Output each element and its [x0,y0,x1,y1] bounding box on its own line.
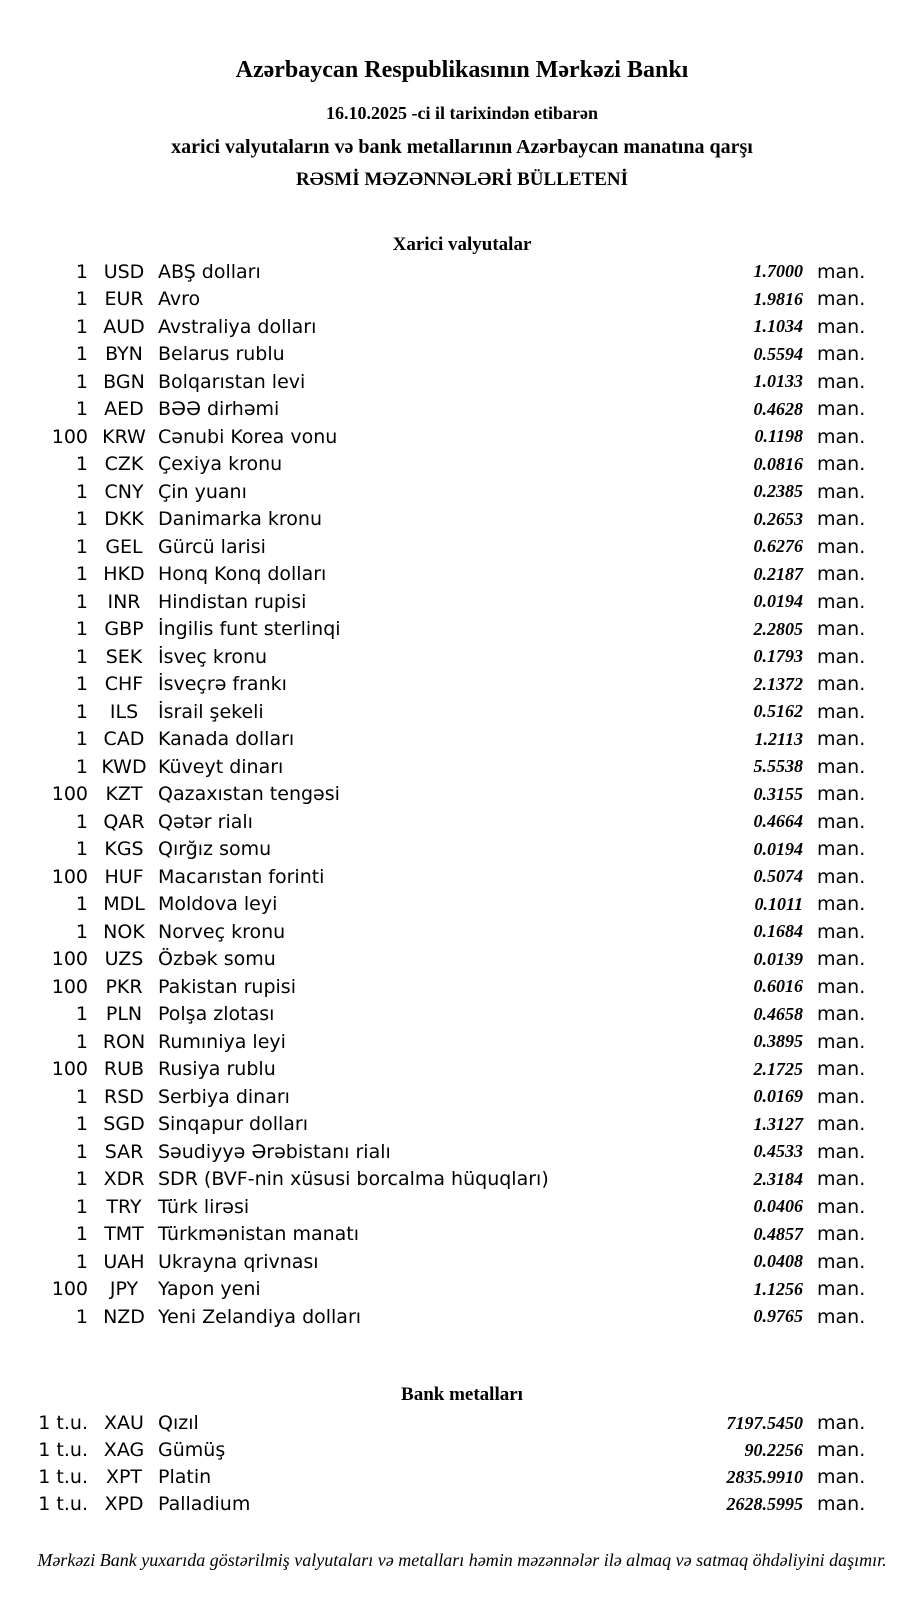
currency-unit-label: man. [817,453,866,476]
currency-unit-label: man. [817,948,866,971]
currency-unit-label: man. [817,1003,866,1026]
currency-name: İsrail şekeli [158,700,264,723]
metal-name: Qızıl [158,1412,199,1434]
currency-row [0,1166,867,1194]
currency-code: NOK [103,920,145,943]
currency-name: Pakistan rupisi [158,975,296,998]
currency-name: Gürcü larisi [158,535,266,558]
currency-quantity: 1 [75,1003,88,1026]
currency-name: Kanada dolları [158,728,295,751]
currency-unit-label: man. [817,618,866,641]
currency-rate: 1.1034 [753,316,803,337]
currency-name: İngilis funt sterlinqi [158,618,341,641]
currency-rate: 0.0406 [753,1196,803,1217]
metal-quantity: 1 t.u. [38,1412,88,1434]
currency-code: BYN [105,343,143,366]
currency-unit-label: man. [817,728,866,751]
currency-quantity: 1 [75,315,88,338]
currency-name: Norveç kronu [158,920,286,943]
currency-row [0,863,867,891]
metal-quantity: 1 t.u. [38,1493,88,1515]
metal-row [0,1464,867,1491]
currency-name: Qətər rialı [158,810,253,833]
metal-row [0,1491,867,1518]
currency-name: İsveçrə frankı [158,673,287,696]
currency-name: Bolqarıstan levi [158,370,306,393]
currency-unit-label: man. [817,1250,866,1273]
currency-row [0,726,867,754]
currency-row [0,891,867,919]
currency-code: RUB [103,1058,145,1081]
currency-quantity: 1 [75,453,88,476]
currency-unit-label: man. [817,810,866,833]
currency-unit-label: man. [817,1305,866,1328]
currency-quantity: 1 [75,260,88,283]
currency-rate: 1.3127 [753,1113,803,1134]
currency-name: Türkmənistan manatı [158,1223,360,1246]
currency-quantity: 1 [75,480,88,503]
metal-unit-label: man. [817,1466,866,1488]
currency-row [0,368,867,396]
currency-rate: 0.6276 [753,536,803,557]
currency-code: GBP [104,618,144,641]
metal-rate: 90.2256 [744,1439,803,1460]
currency-unit-label: man. [817,343,866,366]
currency-quantity: 1 [75,535,88,558]
currency-unit-label: man. [817,1085,866,1108]
currency-code: PKR [105,975,143,998]
currency-quantity: 1 [75,920,88,943]
currency-row [0,561,867,589]
currency-quantity: 1 [75,755,88,778]
metal-quantity: 1 t.u. [38,1466,88,1488]
currency-unit-label: man. [817,1140,866,1163]
metal-code: XPD [104,1493,144,1515]
currency-unit-label: man. [817,563,866,586]
currency-rate: 1.9816 [753,288,803,309]
currency-row [0,1111,867,1139]
currency-code: RSD [104,1085,144,1108]
currency-quantity: 1 [75,563,88,586]
currency-code: RON [102,1030,146,1053]
currency-rate: 0.5074 [753,866,803,887]
currency-quantity: 1 [75,1113,88,1136]
currency-rate: 2.1725 [753,1058,803,1079]
currency-name: İsveç kronu [158,645,268,668]
currency-code: SEK [105,645,143,668]
currency-quantity: 100 [51,1278,88,1301]
currency-unit-label: man. [817,315,866,338]
currency-name: Qazaxıstan tengəsi [158,783,340,806]
currency-unit-label: man. [817,1030,866,1053]
metal-name: Gümüş [158,1439,226,1461]
currency-row [0,1138,867,1166]
metal-rate-list [0,1410,924,1518]
currency-name: Moldova leyi [158,893,278,916]
currency-rate: 0.3155 [753,783,803,804]
currency-name: Ukrayna qrivnası [158,1250,319,1273]
currency-rate: 2.1372 [753,673,803,694]
currency-row [0,1276,867,1304]
currency-row [0,533,867,561]
currency-unit-label: man. [817,1278,866,1301]
metal-quantity: 1 t.u. [38,1439,88,1461]
currency-rate: 2.3184 [753,1168,803,1189]
currency-row [0,396,867,424]
currency-quantity: 1 [75,645,88,668]
currency-name: Küveyt dinarı [158,755,284,778]
metal-rate: 2628.5995 [726,1493,803,1514]
currency-rate: 0.4658 [753,1003,803,1024]
currency-row [0,1083,867,1111]
currency-row [0,781,867,809]
currency-rate: 0.0169 [753,1086,803,1107]
currency-quantity: 1 [75,728,88,751]
currency-rate: 2.2805 [753,618,803,639]
currency-row [0,616,867,644]
currency-row [0,698,867,726]
currency-quantity: 1 [75,590,88,613]
currency-quantity: 1 [75,1140,88,1163]
currency-row [0,1193,867,1221]
currency-unit-label: man. [817,1195,866,1218]
effective-date-line: 16.10.2025 -ci il tarixindən etibarən [326,103,598,123]
currency-row [0,286,867,314]
currency-unit-label: man. [817,673,866,696]
currency-code: TMT [104,1223,144,1246]
currency-code: NZD [103,1305,145,1328]
currency-code: EUR [104,288,144,311]
currency-row [0,341,867,369]
currency-unit-label: man. [817,1113,866,1136]
currency-rate: 0.9765 [753,1306,803,1327]
currency-code: UZS [104,948,144,971]
currency-code: CHF [104,673,144,696]
currency-unit-label: man. [817,755,866,778]
currency-quantity: 1 [75,1305,88,1328]
currency-unit-label: man. [817,975,866,998]
currency-unit-label: man. [817,590,866,613]
currency-unit-label: man. [817,425,866,448]
currency-code: KRW [102,425,146,448]
currency-quantity: 100 [51,425,88,448]
currency-code: AUD [103,315,145,338]
currency-code: QAR [103,810,145,833]
currency-rate: 1.0133 [753,371,803,392]
currency-name: Avro [158,288,201,311]
currency-unit-label: man. [817,260,866,283]
currency-rate: 0.0139 [753,948,803,969]
currency-rate: 0.6016 [753,976,803,997]
currency-code: HUF [104,865,144,888]
currency-quantity: 1 [75,1085,88,1108]
currency-quantity: 1 [75,508,88,531]
currency-unit-label: man. [817,398,866,421]
currency-quantity: 1 [75,838,88,861]
currency-name: Cənubi Korea vonu [158,425,338,448]
currency-unit-label: man. [817,480,866,503]
currency-quantity: 1 [75,343,88,366]
currency-name: Özbək somu [158,948,276,971]
metal-rate: 7197.5450 [726,1412,803,1433]
currency-row [0,643,867,671]
currency-quantity: 1 [75,398,88,421]
currency-row [0,478,867,506]
bank-name-title: Azərbaycan Respublikasının Mərkəzi Bankı [235,57,689,83]
currency-unit-label: man. [817,1223,866,1246]
currency-unit-label: man. [817,1168,866,1191]
currency-rate: 0.0408 [753,1251,803,1272]
currency-rate: 1.1256 [753,1278,803,1299]
bulletin-title: RƏSMİ MƏZƏNNƏLƏRİ BÜLLETENİ [295,169,628,190]
currency-name: Yeni Zelandiya dolları [158,1305,362,1328]
currency-rate: 0.0194 [753,591,803,612]
currency-row [0,1221,867,1249]
currency-code: SGD [103,1113,145,1136]
currency-rate: 0.4664 [753,811,803,832]
currency-row [0,506,867,534]
currency-quantity: 1 [75,618,88,641]
currency-name: Rusiya rublu [158,1058,276,1081]
currency-rate: 0.0194 [753,838,803,859]
currency-unit-label: man. [817,783,866,806]
currency-row [0,1056,867,1084]
currency-rate: 0.0816 [753,453,803,474]
currencies-section-title: Xarici valyutalar [392,234,532,255]
currency-row [0,836,867,864]
metal-name: Palladium [158,1493,251,1515]
currency-rate: 5.5538 [753,756,803,777]
currency-name: Səudiyyə Ərəbistanı rialı [158,1140,391,1163]
currency-quantity: 1 [75,1168,88,1191]
metal-unit-label: man. [817,1439,866,1461]
currency-quantity: 1 [75,1250,88,1273]
currency-name: Belarus rublu [158,343,285,366]
currency-name: Polşa zlotası [158,1003,275,1026]
currency-quantity: 1 [75,893,88,916]
currency-row [0,918,867,946]
currency-quantity: 1 [75,810,88,833]
currency-code: CZK [104,453,144,476]
currency-code: DKK [104,508,144,531]
currency-code: KZT [105,783,143,806]
currency-code: PLN [105,1003,143,1026]
currency-quantity: 100 [51,948,88,971]
scope-line: xarici valyutaların və bank metallarının Azərbaycan manatına qarşı [171,136,753,158]
currency-name: Çin yuanı [158,480,247,503]
currency-name: BƏƏ dirhəmi [158,398,280,421]
metal-row [0,1410,867,1437]
currency-unit-label: man. [817,700,866,723]
currency-row [0,313,867,341]
currency-name: Honq Konq dolları [158,563,327,586]
currency-unit-label: man. [817,535,866,558]
currency-quantity: 100 [51,865,88,888]
currency-rate: 0.5162 [753,701,803,722]
currency-rate: 0.1198 [754,426,803,447]
currency-row [0,808,867,836]
currency-rate: 1.2113 [754,728,803,749]
currency-quantity: 100 [51,783,88,806]
currency-quantity: 100 [51,975,88,998]
currency-unit-label: man. [817,1058,866,1081]
currency-unit-label: man. [817,645,866,668]
currency-code: TRY [106,1195,142,1218]
currency-quantity: 1 [75,1195,88,1218]
currency-unit-label: man. [817,288,866,311]
currency-row [0,258,867,286]
currency-quantity: 1 [75,370,88,393]
currency-name: Macarıstan forinti [158,865,325,888]
currency-name: Yapon yeni [158,1278,261,1301]
metal-rate: 2835.9910 [726,1466,803,1487]
metals-section-title: Bank metalları [401,1383,523,1405]
currency-row [0,423,867,451]
currency-name: SDR (BVF-nin xüsusi borcalma hüquqları) [158,1168,549,1191]
currency-code: KWD [101,755,147,778]
currency-row [0,451,867,479]
currency-unit-label: man. [817,370,866,393]
metal-name: Platin [158,1466,212,1488]
currency-code: JPY [109,1278,139,1301]
currency-quantity: 1 [75,673,88,696]
currency-quantity: 100 [51,1058,88,1081]
currency-row [0,1303,867,1331]
currency-code: ILS [109,700,139,723]
currency-quantity: 1 [75,288,88,311]
currency-unit-label: man. [817,508,866,531]
currency-row [0,753,867,781]
currency-name: Hindistan rupisi [158,590,307,613]
currency-name: Rumıniya leyi [158,1030,286,1053]
metal-unit-label: man. [817,1412,866,1434]
currency-rate: 0.2385 [753,481,803,502]
currency-name: Sinqapur dolları [158,1113,309,1136]
currency-code: AED [104,398,144,421]
metal-code: XPT [105,1466,143,1488]
currency-code: KGS [104,838,144,861]
currency-code: MDL [103,893,145,916]
disclaimer-text: Mərkəzi Bank yuxarıda göstərilmiş valyutaları və metalları həmin məzənnələr ilə almaq və satmaq öhdəliyini daşımır. [37,1549,887,1570]
currency-code: USD [103,260,145,283]
currency-name: Türk lirəsi [158,1195,250,1218]
currency-rate: 0.4628 [753,398,803,419]
currency-name: Avstraliya dolları [158,315,317,338]
currency-row [0,1001,867,1029]
metal-unit-label: man. [817,1493,866,1515]
currency-unit-label: man. [817,893,866,916]
currency-rate: 0.2653 [753,508,803,529]
metal-row [0,1437,867,1464]
currency-code: UAH [103,1250,145,1273]
currency-row [0,671,867,699]
currency-rate: 0.2187 [753,563,803,584]
currency-unit-label: man. [817,920,866,943]
currency-row [0,1028,867,1056]
currency-rate: 1.7000 [753,261,803,282]
currency-code: CAD [103,728,145,751]
metal-code: XAG [103,1439,145,1461]
currency-code: BGN [103,370,145,393]
currency-row [0,973,867,1001]
currency-name: Qırğız somu [158,838,272,861]
currency-code: GEL [105,535,143,558]
currency-rate: 0.4857 [753,1223,803,1244]
currency-code: SAR [104,1140,144,1163]
currency-name: Serbiya dinarı [158,1085,290,1108]
currency-name: Çexiya kronu [158,453,283,476]
currency-rate: 0.4533 [753,1141,803,1162]
currency-code: CNY [104,480,144,503]
metal-code: XAU [104,1412,144,1434]
currency-quantity: 1 [75,700,88,723]
currency-code: HKD [103,563,145,586]
currency-unit-label: man. [817,865,866,888]
currency-rate: 0.1011 [754,893,803,914]
currency-name: Danimarka kronu [158,508,323,531]
currency-row [0,588,867,616]
currency-code: INR [107,590,141,613]
currency-code: XDR [103,1168,145,1191]
currency-rate-list [0,258,924,1331]
currency-quantity: 1 [75,1030,88,1053]
currency-quantity: 1 [75,1223,88,1246]
currency-rate: 0.1684 [753,921,803,942]
currency-unit-label: man. [817,838,866,861]
currency-rate: 0.1793 [753,646,803,667]
currency-row [0,946,867,974]
currency-rate: 0.3895 [753,1031,803,1052]
currency-rate: 0.5594 [753,343,803,364]
currency-row [0,1248,867,1276]
currency-name: ABŞ dolları [158,260,261,283]
